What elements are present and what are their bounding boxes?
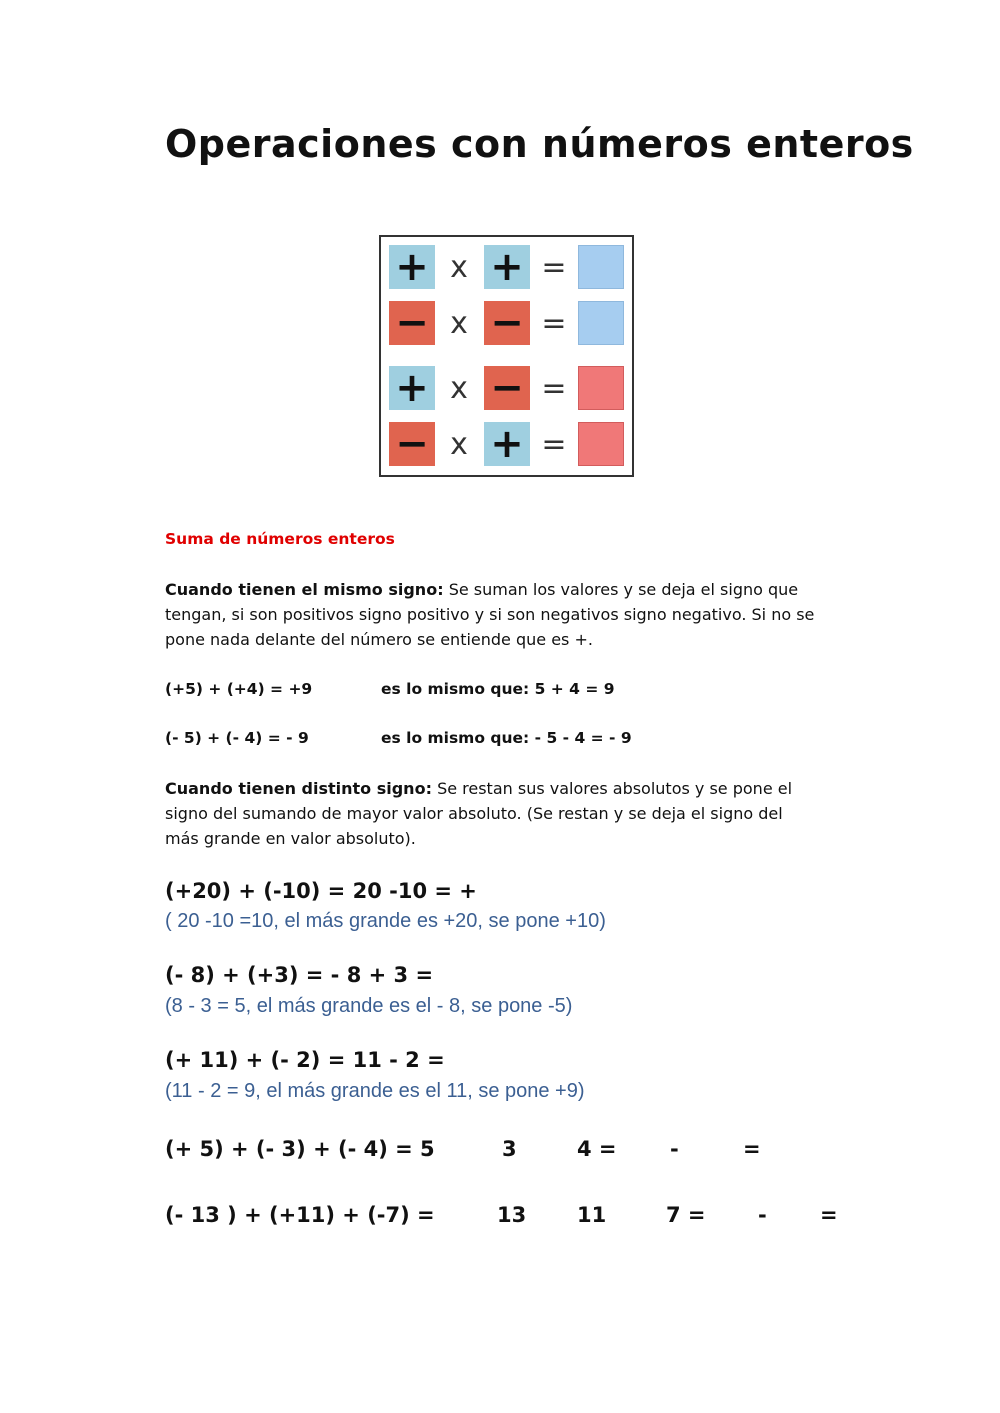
exercise-equals: = xyxy=(820,1203,838,1227)
exercise-expression: (- 13 ) + (+11) + (-7) = xyxy=(165,1203,435,1227)
diff-sign-expression: (+ 11) + (- 2) = 11 - 2 = xyxy=(165,1048,445,1072)
minus-sign-box: − xyxy=(389,422,435,466)
sign-rules-table xyxy=(379,235,634,477)
sign-rule-row xyxy=(381,245,632,289)
exercise-term: 11 xyxy=(577,1203,607,1227)
multiply-icon: x xyxy=(450,370,468,406)
multiply-icon: x xyxy=(450,249,468,285)
equals-icon: = xyxy=(541,370,567,406)
result-positive-box xyxy=(578,245,624,289)
exercise-sign: - xyxy=(758,1203,767,1227)
diff-sign-expression: (+20) + (-10) = 20 -10 = + xyxy=(165,879,477,903)
example-equivalent: es lo mismo que: - 5 - 4 = - 9 xyxy=(381,729,632,747)
exercise-expression: (+ 5) + (- 3) + (- 4) = 5 xyxy=(165,1137,435,1161)
minus-sign-box: − xyxy=(484,366,530,410)
minus-sign-box: − xyxy=(484,301,530,345)
section-heading: Suma de números enteros xyxy=(165,530,395,548)
exercise-term: 13 xyxy=(497,1203,527,1227)
page-title: Operaciones con números enteros xyxy=(165,122,914,166)
plus-sign-box: + xyxy=(484,245,530,289)
result-positive-box xyxy=(578,301,624,345)
diff-sign-note: (8 - 3 = 5, el más grande es el - 8, se pone -5) xyxy=(165,995,573,1017)
equals-icon: = xyxy=(541,305,567,341)
sign-rule-row xyxy=(381,366,632,410)
plus-sign-box: + xyxy=(389,366,435,410)
exercise-term: 4 = xyxy=(577,1137,617,1161)
plus-sign-box: + xyxy=(389,245,435,289)
result-negative-box xyxy=(578,422,624,466)
plus-sign-box: + xyxy=(484,422,530,466)
result-negative-box xyxy=(578,366,624,410)
exercise-equals: = xyxy=(743,1137,761,1161)
same-sign-text: Se suman los valores y se deja el signo que tengan, si son positivos signo positivo y si son negativos signo negativo. Si no se pone nada delante del número se entiende que es +. xyxy=(165,580,815,649)
exercise-term: 7 = xyxy=(666,1203,706,1227)
same-sign-label: Cuando tienen el mismo signo: xyxy=(165,580,444,599)
diff-sign-note: (11 - 2 = 9, el más grande es el 11, se pone +9) xyxy=(165,1080,585,1102)
multiply-icon: x xyxy=(450,426,468,462)
same-sign-paragraph xyxy=(165,577,815,652)
sign-rule-row xyxy=(381,422,632,466)
equals-icon: = xyxy=(541,426,567,462)
diff-sign-expression: (- 8) + (+3) = - 8 + 3 = xyxy=(165,963,434,987)
example-expression: (- 5) + (- 4) = - 9 xyxy=(165,729,309,747)
different-sign-paragraph xyxy=(165,776,815,851)
different-sign-label: Cuando tienen distinto signo: xyxy=(165,779,432,798)
exercise-term: 3 xyxy=(502,1137,517,1161)
different-sign-text: Se restan sus valores absolutos y se pone el signo del sumando de mayor valor absoluto. (Se restan y se deja el signo del más grande en valor absoluto). xyxy=(165,779,793,848)
example-expression: (+5) + (+4) = +9 xyxy=(165,680,313,698)
diff-sign-note: ( 20 -10 =10, el más grande es +20, se pone +10) xyxy=(165,910,606,932)
sign-rule-row xyxy=(381,301,632,345)
example-equivalent: es lo mismo que: 5 + 4 = 9 xyxy=(381,680,615,698)
equals-icon: = xyxy=(541,249,567,285)
minus-sign-box: − xyxy=(389,301,435,345)
multiply-icon: x xyxy=(450,305,468,341)
exercise-sign: - xyxy=(670,1137,679,1161)
